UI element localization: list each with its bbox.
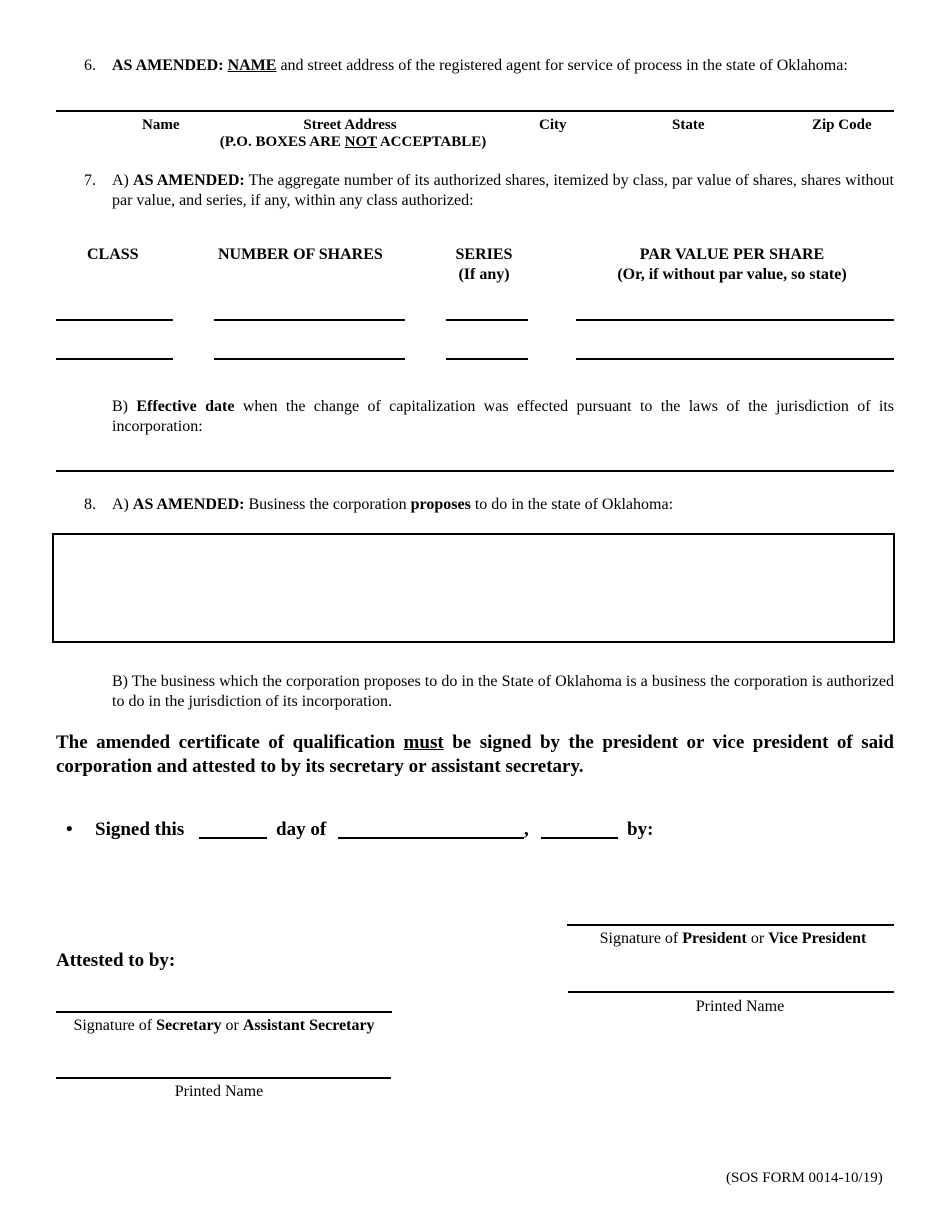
item7-b-body: when the change of capitalization was effected pursuant to the laws of the jurisdiction of its incorporation: [112, 398, 895, 435]
notice-pre: The amended certificate of qualification [56, 732, 396, 753]
hdr-series-sub: (If any) [458, 266, 510, 283]
col-state: State [672, 117, 705, 133]
president-printed-name-label: Printed Name [695, 998, 785, 1015]
signed-bullet: • [66, 819, 73, 840]
secretary-signature-label [56, 1016, 392, 1036]
sec-bold1: Secretary [156, 1017, 222, 1034]
business-description-box[interactable] [52, 533, 895, 643]
series-line-2[interactable] [446, 358, 528, 360]
class-line-1[interactable] [56, 319, 173, 321]
hdr-number-of-shares: NUMBER OF SHARES [218, 246, 383, 263]
par-value-line-2[interactable] [576, 358, 894, 360]
item7-b-bold: Effective date [136, 398, 235, 415]
item7-a-prefix: A) [112, 172, 129, 189]
day-of-label: day of [276, 819, 327, 840]
sec-pre: Signature of [73, 1017, 153, 1034]
pres-bold1: President [682, 930, 747, 947]
hdr-par-value-sub: (Or, if without par value, so state) [617, 266, 847, 283]
item7-b-text [112, 397, 894, 437]
item6-number: 6. [84, 57, 96, 74]
item8-a-text-2: to do in the state of Oklahoma: [474, 496, 674, 513]
item8-number: 8. [84, 496, 96, 513]
col-city: City [539, 117, 567, 133]
attested-label: Attested to by: [56, 950, 176, 971]
secretary-signature-line[interactable] [56, 1011, 392, 1013]
president-signature-line[interactable] [567, 924, 894, 926]
item7-a-body: The aggregate number of its authorized shares, itemized by class, par value of shares, shares without par value, and series, if any, within any class authorized: [112, 172, 894, 209]
hdr-series: SERIES [455, 246, 513, 263]
hdr-class: CLASS [87, 246, 139, 263]
item8-a-text [112, 495, 894, 515]
series-line-1[interactable] [446, 319, 528, 321]
item6-bold-prefix: AS AMENDED: [112, 57, 224, 74]
item6-rest: and street address of the registered agent for service of process in the state of Oklahoma: [280, 57, 848, 74]
signed-day-blank[interactable] [199, 837, 267, 839]
notice-must: must [403, 732, 444, 753]
item8-a-text-1: Business the corporation [248, 496, 407, 513]
item7-a-text [112, 171, 894, 211]
agent-address-line[interactable] [56, 110, 894, 112]
signed-by-label: by: [627, 819, 654, 840]
item6-name-underlined: NAME [227, 57, 277, 74]
president-printed-name-line[interactable] [568, 991, 894, 993]
pres-bold2: Vice President [768, 930, 867, 947]
signed-year-blank[interactable] [541, 837, 618, 839]
sec-bold2: Assistant Secretary [242, 1017, 375, 1034]
street-note-not: NOT [344, 134, 377, 150]
item8-a-prefix: A) [112, 496, 129, 513]
shares-line-2[interactable] [214, 358, 405, 360]
street-note-pre: (P.O. BOXES ARE [219, 134, 345, 150]
item8-a-bold: AS AMENDED: [132, 496, 245, 513]
form-id: (SOS FORM 0014-10/19) [726, 1170, 883, 1186]
item7-a-bold: AS AMENDED: [133, 172, 245, 189]
street-note-post: ACCEPTABLE) [376, 134, 487, 150]
par-value-line-1[interactable] [576, 319, 894, 321]
item7-b-prefix: B) [112, 398, 128, 415]
class-line-2[interactable] [56, 358, 173, 360]
col-street-note [200, 133, 506, 151]
signed-comma: , [524, 819, 529, 840]
secretary-printed-name-line[interactable] [56, 1077, 391, 1079]
notice-post: be signed by the president or vice president of said corporation and attested to by its secretary or assistant secretary. [56, 732, 895, 777]
pres-pre: Signature of [599, 930, 679, 947]
item6-heading [84, 56, 914, 76]
item7-number: 7. [84, 172, 96, 189]
col-name: Name [142, 117, 180, 133]
signing-notice [56, 731, 894, 779]
president-signature-label [567, 929, 899, 949]
hdr-par-value: PAR VALUE PER SHARE [639, 246, 825, 263]
effective-date-line[interactable] [56, 470, 894, 472]
pres-or: or [750, 930, 765, 947]
shares-line-1[interactable] [214, 319, 405, 321]
sec-or: or [225, 1017, 239, 1034]
col-zip: Zip Code [812, 117, 872, 133]
item8-b-text: B) The business which the corporation proposes to do in the State of Oklahoma is a business the corporation is authorized to do in the jurisdiction of its incorporation. [112, 673, 894, 710]
signed-month-blank[interactable] [338, 837, 524, 839]
signed-this-label: Signed this [95, 819, 185, 840]
secretary-printed-name-label: Printed Name [174, 1083, 264, 1100]
col-street: Street Address [303, 117, 397, 133]
item8-a-bold-2: proposes [410, 496, 471, 513]
